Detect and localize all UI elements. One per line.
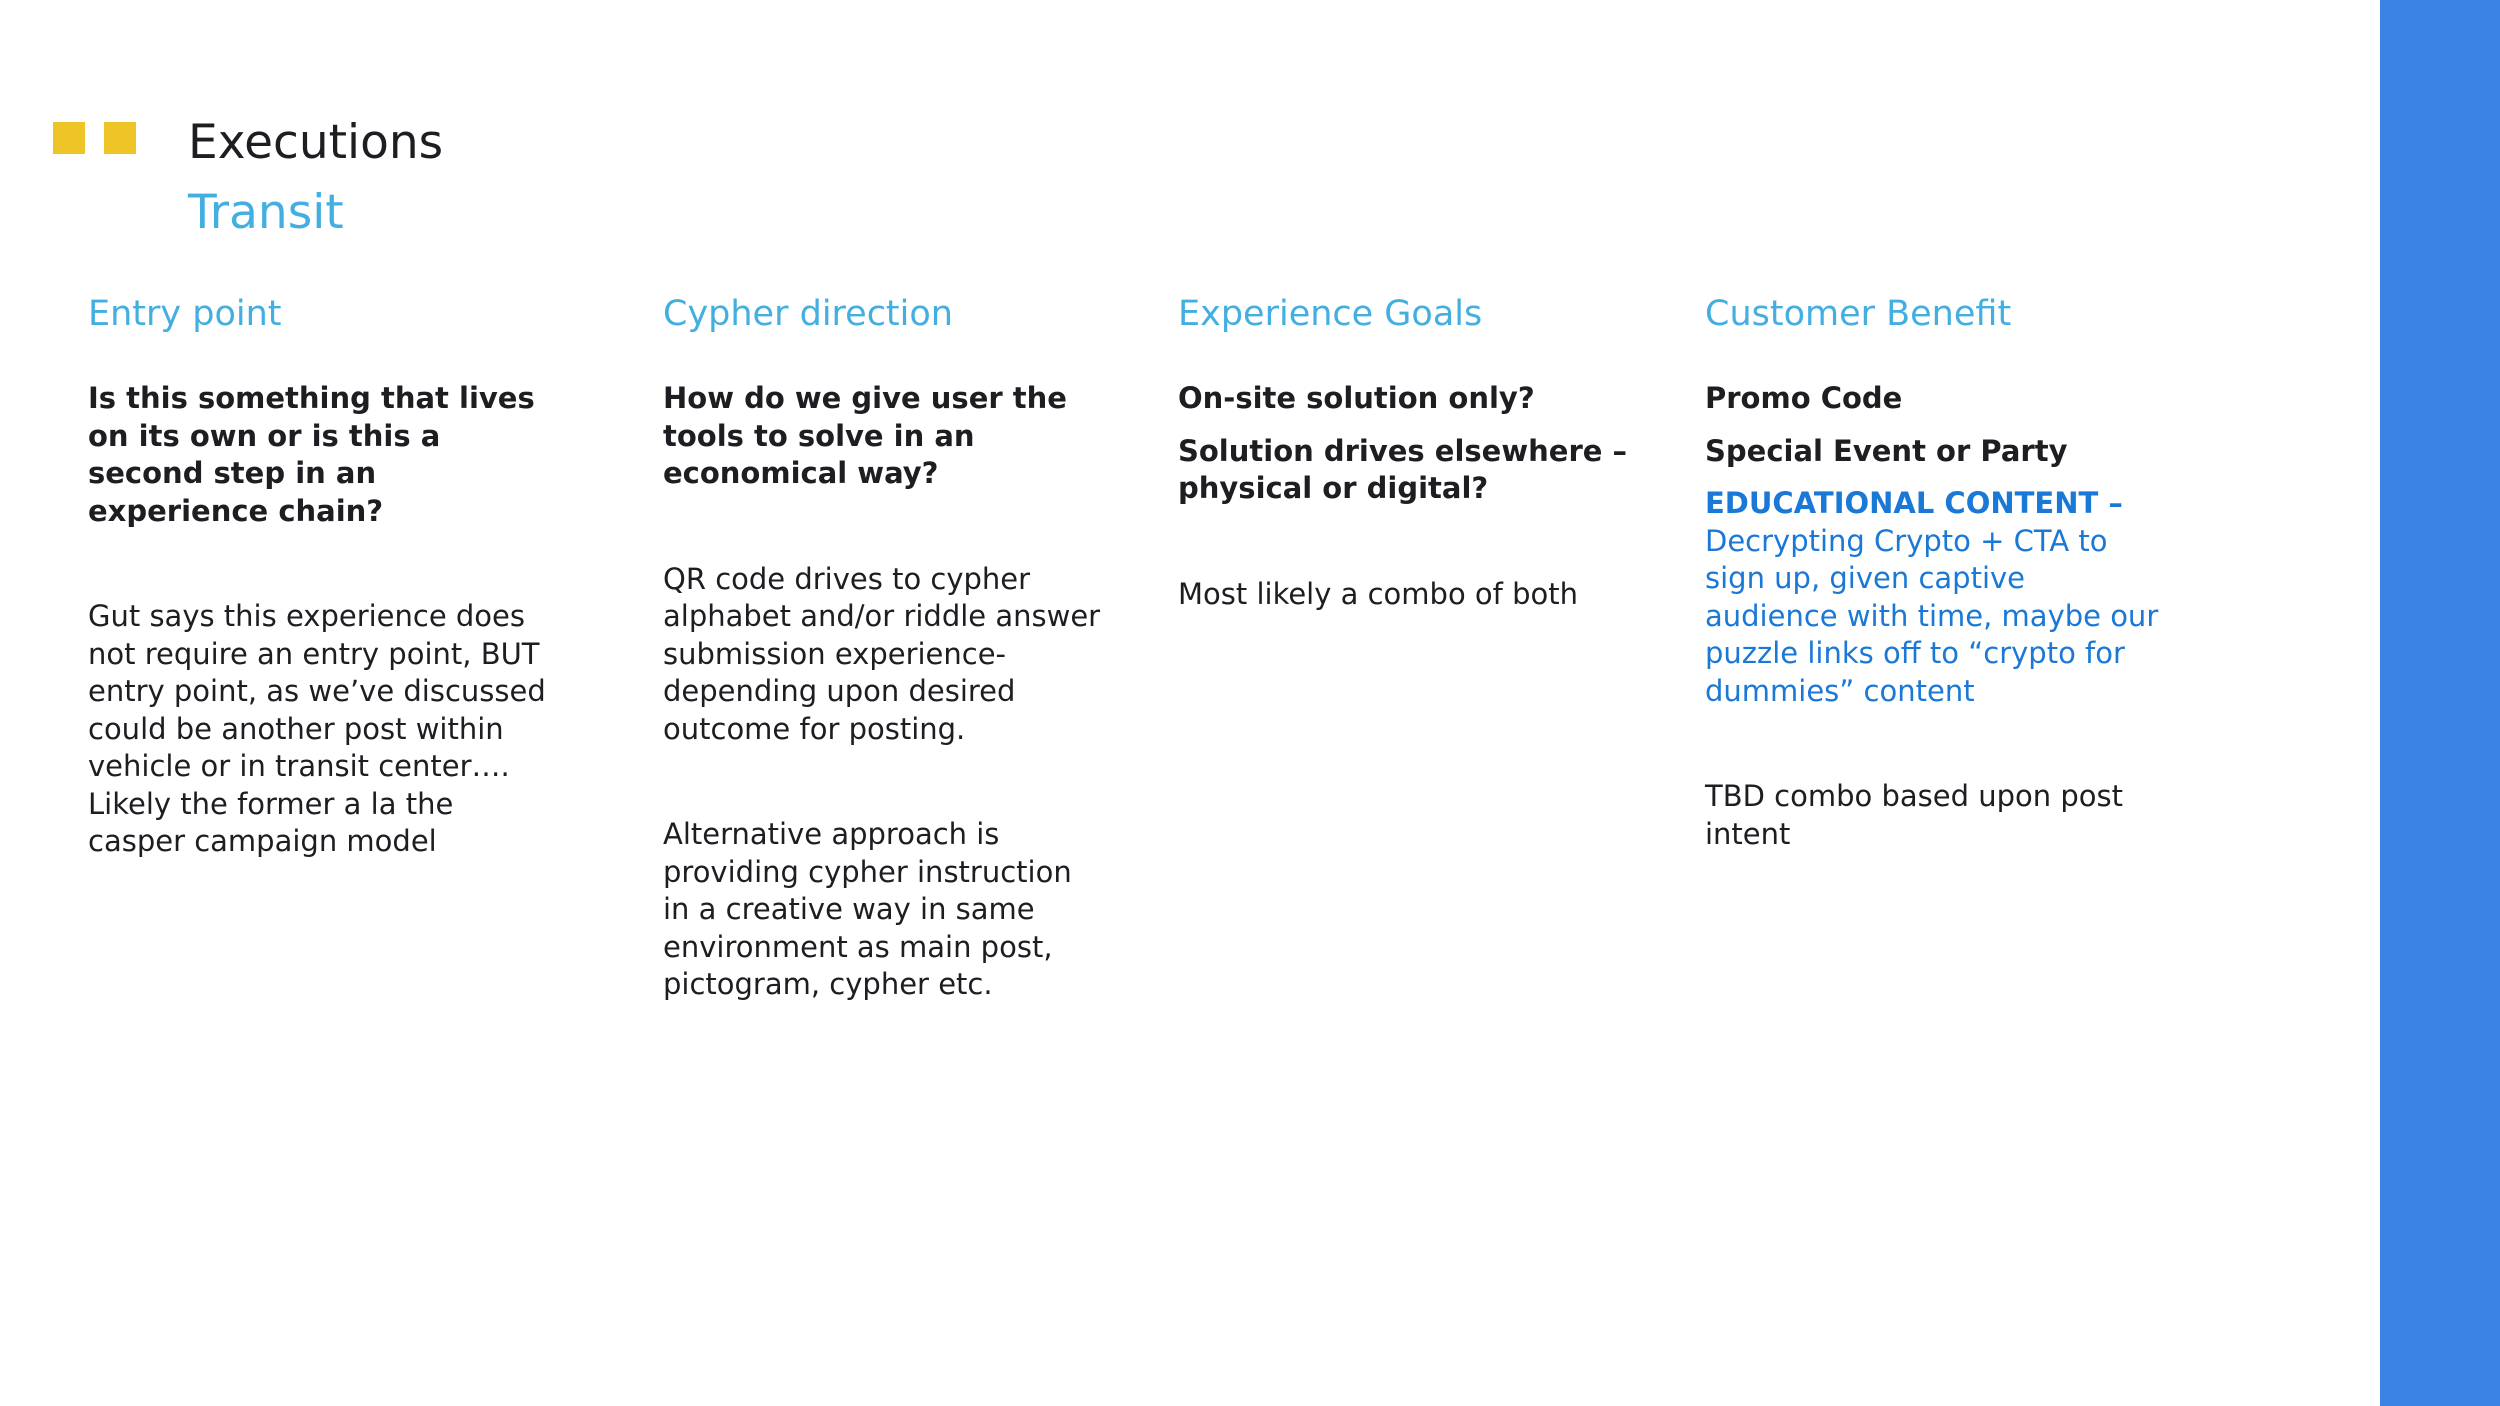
column-question-onsite: On-site solution only? (1178, 381, 1535, 415)
column-cypher-direction (663, 290, 1103, 1004)
column-question: How do we give user the tools to solve in an economical way? (663, 381, 1067, 490)
benefit-promo-code: Promo Code (1705, 381, 1903, 415)
educational-content-label: EDUCATIONAL CONTENT – (1705, 486, 2123, 520)
column-question: Is this something that lives on its own or is this a second step in an experience chain? (88, 381, 535, 528)
column-body: TBD combo based upon post intent (1705, 779, 2123, 851)
benefit-special-event: Special Event or Party (1705, 433, 2068, 468)
column-experience-goals (1178, 290, 1648, 613)
column-heading: Entry point (88, 294, 282, 334)
page-subtitle: Transit (188, 185, 344, 240)
side-accent-bar (2380, 0, 2500, 1406)
logo-square-left (53, 122, 85, 154)
column-body: QR code drives to cypher alphabet and/or riddle answer submission experience-depending upon desired outcome for posting. (663, 561, 1101, 746)
column-heading: Cypher direction (663, 294, 953, 334)
column-question-elsewhere: Solution drives elsewhere – physical or digital? (1178, 433, 1628, 505)
benefit-educational-content (1705, 485, 2165, 710)
educational-content-text: Decrypting Crypto + CTA to sign up, given captive audience with time, maybe our puzzle links off to “crypto for dummies” content (1705, 523, 2159, 708)
page-title: Executions (188, 115, 444, 170)
column-entry-point (88, 290, 558, 861)
column-body-alternative: Alternative approach is providing cypher instruction in a creative way in same environment as main post, pictogram, cypher etc. (663, 817, 1072, 1001)
column-heading: Experience Goals (1178, 294, 1483, 334)
column-body: Most likely a combo of both (1178, 576, 1578, 611)
column-body: Gut says this experience does not require an entry point, BUT entry point, as we’ve discussed could be another post within vehicle or in transit center…. Likely the former a la the casper campaign model (88, 599, 546, 858)
logo-square-right (104, 122, 136, 154)
column-customer-benefit (1705, 290, 2165, 853)
column-heading: Customer Benefit (1705, 294, 2012, 334)
